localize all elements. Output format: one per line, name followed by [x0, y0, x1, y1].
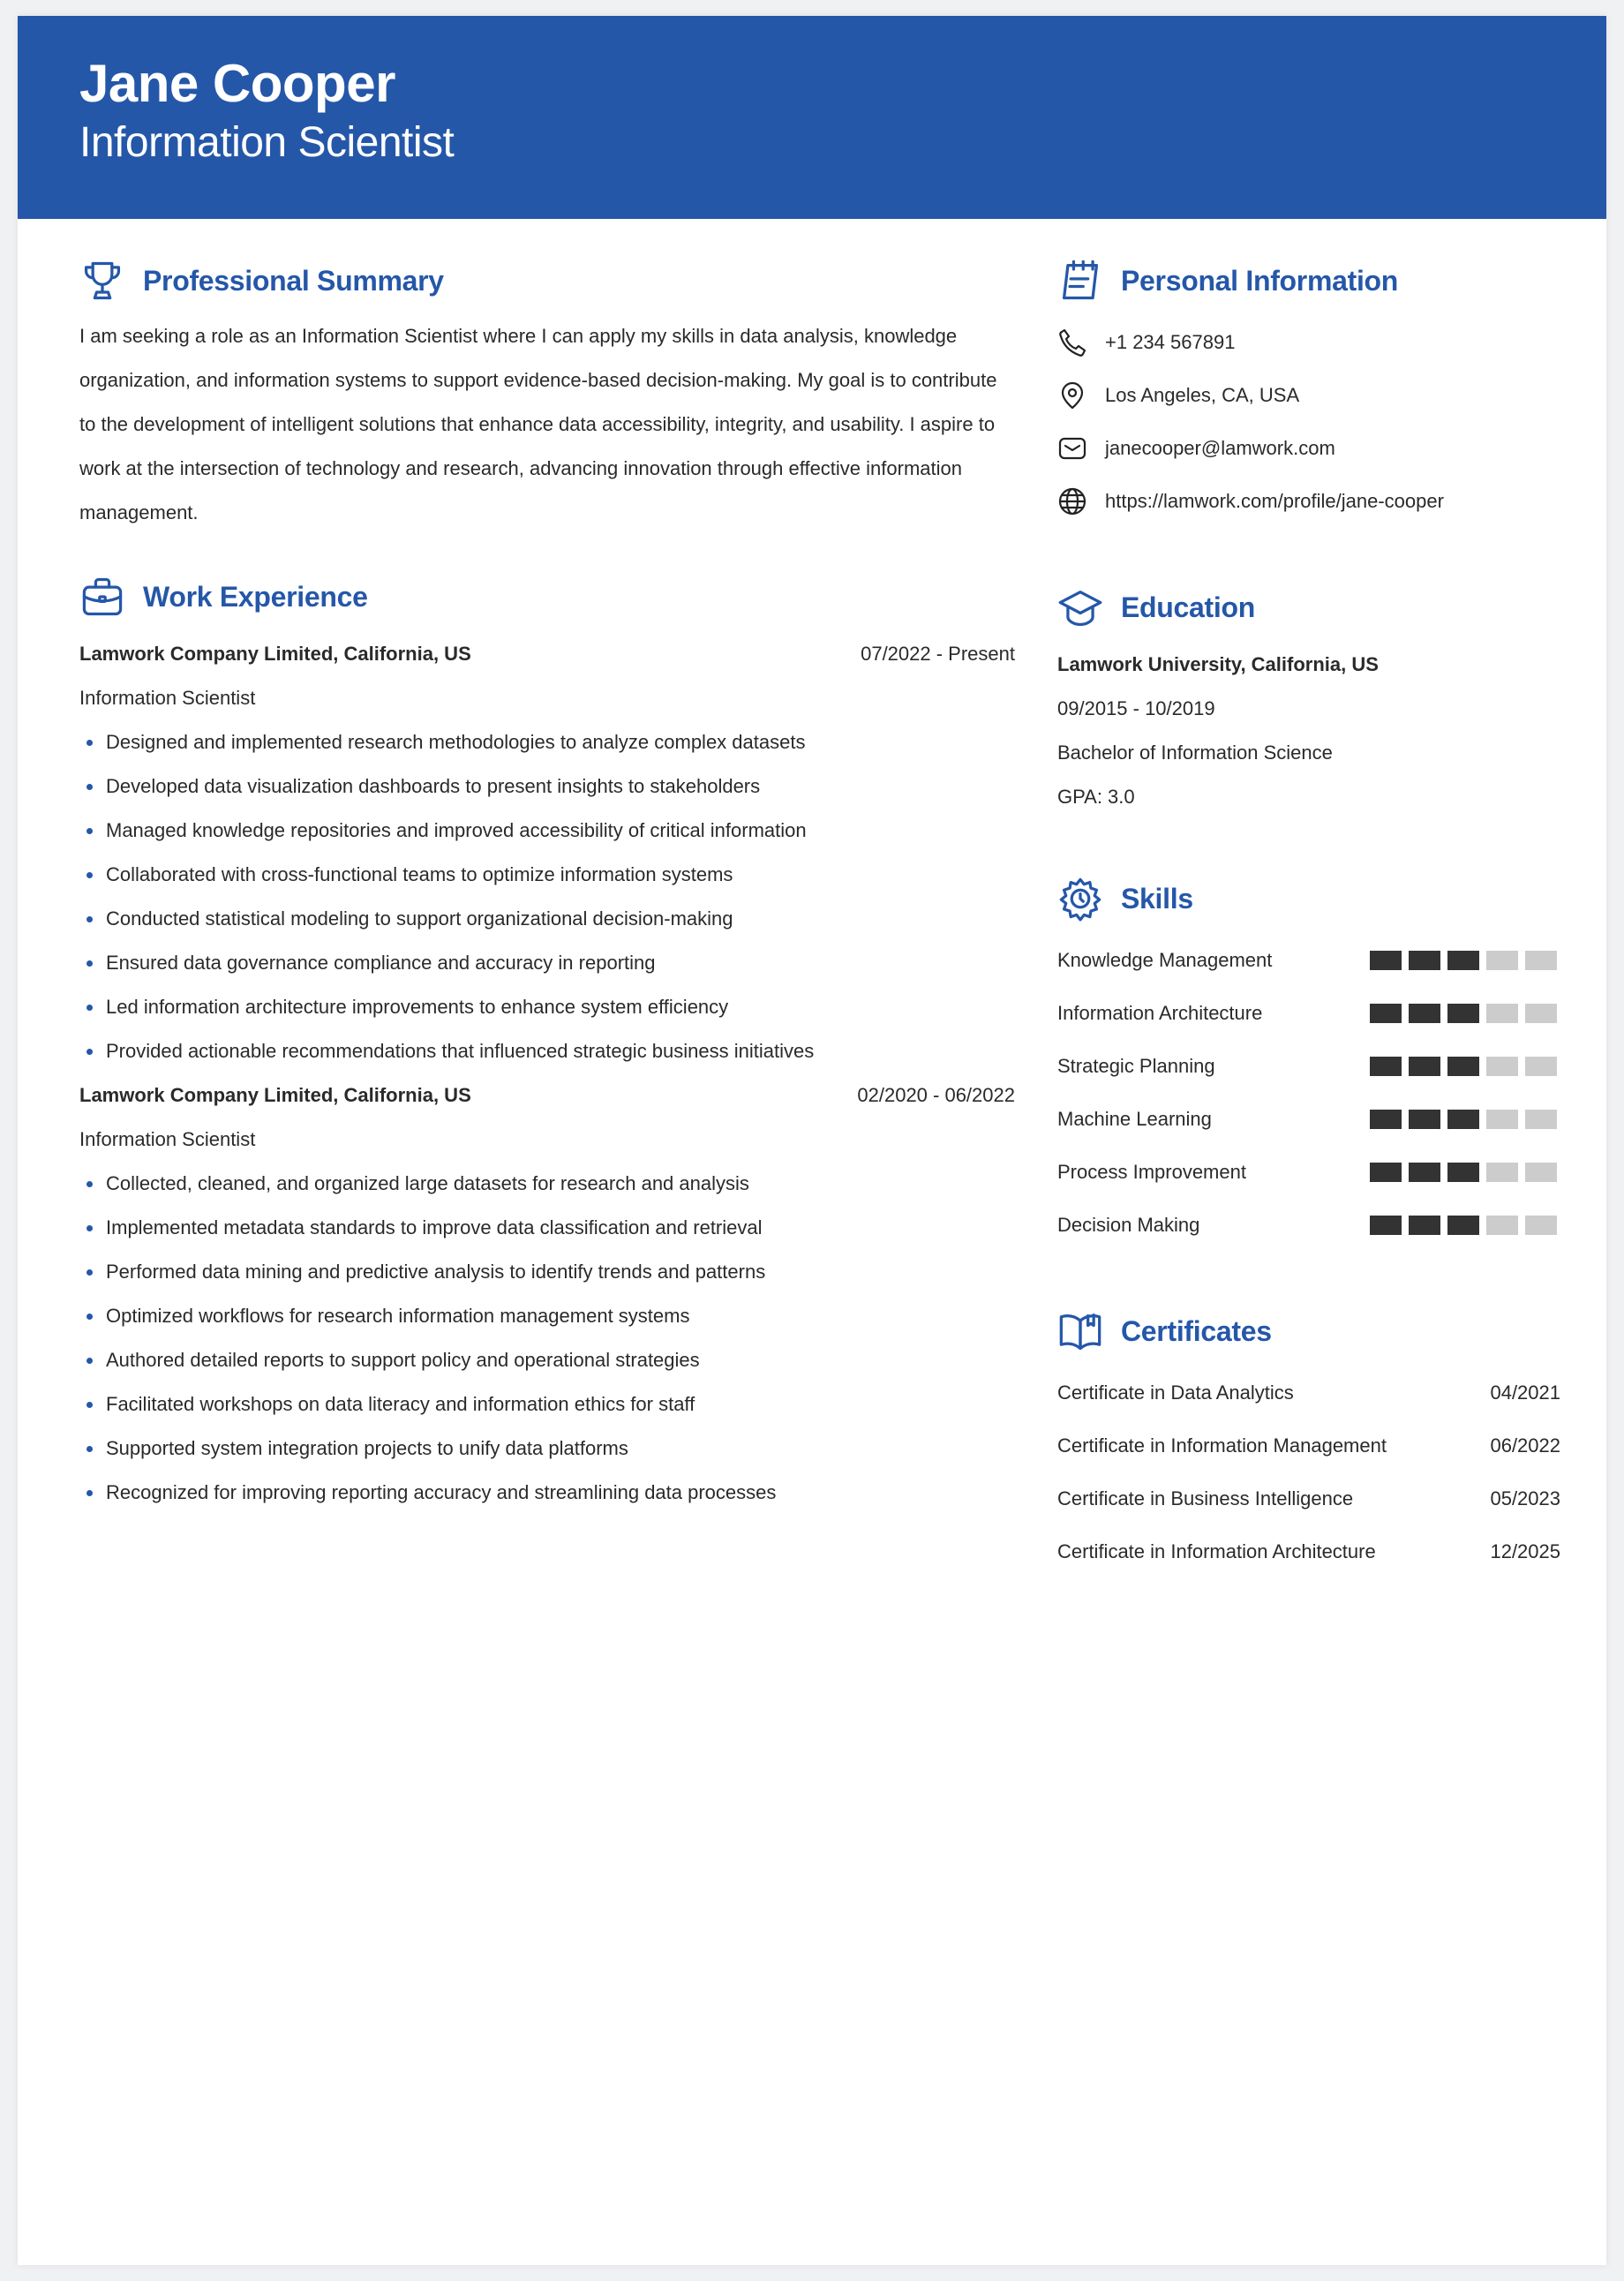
summary-text: I am seeking a role as an Information Scientist where I can apply my skills in data analysis, knowledge organization, and information systems to support evidence-based decision-making. My goal is to contribute to the development of intelligent solutions that enhance data accessibility, integrity, and usability. I aspire to work at the intersection of technology and research, advancing innovation through effective information management.	[79, 325, 997, 523]
job-bullets	[79, 720, 1015, 1073]
skill-level-meter	[1370, 1004, 1557, 1023]
skill-level-empty	[1525, 1004, 1557, 1023]
skill-level-empty	[1486, 1004, 1518, 1023]
job-entry	[79, 632, 1015, 1073]
skill-level-filled	[1370, 1216, 1402, 1235]
skill-level-filled	[1370, 1004, 1402, 1023]
work-section-header	[79, 570, 1015, 623]
job-bullet: Performed data mining and predictive analysis to identify trends and patterns	[79, 1250, 1015, 1294]
education-dates: 09/2015 - 10/2019	[1057, 697, 1215, 719]
location-item	[1057, 369, 1560, 422]
job-bullet: Ensured data governance compliance and accuracy in reporting	[79, 941, 1015, 985]
job-role: Information Scientist	[79, 687, 256, 709]
skill-level-meter	[1370, 1163, 1557, 1182]
skill-level-empty	[1486, 1163, 1518, 1182]
education-section-header	[1057, 581, 1560, 634]
education-degree: Bachelor of Information Science	[1057, 742, 1333, 764]
resume-header	[18, 16, 1606, 219]
certificate-name: Certificate in Data Analytics	[1057, 1381, 1294, 1404]
resume-page	[18, 16, 1606, 2265]
skill-name: Knowledge Management	[1057, 949, 1273, 971]
job-bullet: Collaborated with cross-functional teams to optimize information systems	[79, 853, 1015, 897]
certificate-row	[1057, 1525, 1560, 1578]
briefcase-icon	[79, 574, 125, 620]
phone-item	[1057, 316, 1560, 369]
skill-level-meter	[1370, 1216, 1557, 1235]
skill-level-empty	[1486, 1057, 1518, 1076]
certificate-date: 05/2023	[1490, 1487, 1560, 1509]
job-header	[79, 1073, 1015, 1118]
certificate-name: Certificate in Information Management	[1057, 1434, 1387, 1457]
certificates-section-header	[1057, 1305, 1560, 1358]
certificates-heading: Certificates	[1121, 1314, 1272, 1347]
skill-name: Machine Learning	[1057, 1108, 1212, 1130]
education-heading: Education	[1121, 591, 1255, 623]
location-text: Los Angeles, CA, USA	[1105, 384, 1300, 406]
website-link[interactable]: https://lamwork.com/profile/jane-cooper	[1105, 490, 1444, 512]
skill-level-filled	[1409, 1004, 1440, 1023]
skill-level-filled	[1370, 1057, 1402, 1076]
skill-level-filled	[1370, 1110, 1402, 1129]
skills-section-header	[1057, 872, 1560, 925]
skill-level-filled	[1409, 1163, 1440, 1182]
email-link[interactable]: janecooper@lamwork.com	[1105, 437, 1335, 459]
book-icon	[1057, 1308, 1103, 1354]
skill-level-filled	[1409, 1110, 1440, 1129]
skill-level-filled	[1370, 1163, 1402, 1182]
skill-name: Process Improvement	[1057, 1161, 1246, 1183]
skill-level-filled	[1370, 951, 1402, 970]
skill-level-filled	[1409, 1216, 1440, 1235]
jobs-list	[79, 632, 1015, 1515]
skill-row	[1057, 1199, 1560, 1252]
certificate-name: Certificate in Business Intelligence	[1057, 1487, 1354, 1509]
job-bullet: Designed and implemented research methodologies to analyze complex datasets	[79, 720, 1015, 764]
skill-level-filled	[1409, 1057, 1440, 1076]
skill-level-empty	[1525, 951, 1557, 970]
certificate-date: 12/2025	[1490, 1540, 1560, 1562]
job-bullet: Authored detailed reports to support policy and operational strategies	[79, 1338, 1015, 1382]
job-bullet: Collected, cleaned, and organized large datasets for research and analysis	[79, 1162, 1015, 1206]
job-company: Lamwork Company Limited, California, US	[79, 1084, 471, 1106]
job-bullet: Recognized for improving reporting accuracy and streamlining data processes	[79, 1471, 1015, 1515]
skill-level-filled	[1447, 951, 1479, 970]
graduation-cap-icon	[1057, 584, 1103, 630]
location-pin-icon	[1057, 380, 1087, 410]
mail-icon	[1057, 433, 1087, 463]
skill-level-filled	[1447, 1057, 1479, 1076]
skill-row	[1057, 1146, 1560, 1199]
job-bullet: Facilitated workshops on data literacy and information ethics for staff	[79, 1382, 1015, 1427]
candidate-title: Information Scientist	[79, 119, 455, 166]
job-dates: 02/2020 - 06/2022	[857, 1084, 1015, 1106]
skill-level-empty	[1525, 1057, 1557, 1076]
certificate-date: 06/2022	[1490, 1434, 1560, 1457]
left-column	[79, 219, 1015, 1515]
skill-level-filled	[1447, 1163, 1479, 1182]
summary-heading: Professional Summary	[143, 264, 444, 297]
job-bullet: Developed data visualization dashboards to present insights to stakeholders	[79, 764, 1015, 809]
gear-clock-icon	[1057, 876, 1103, 922]
work-heading: Work Experience	[143, 580, 368, 613]
skill-level-filled	[1447, 1216, 1479, 1235]
phone-icon	[1057, 327, 1087, 358]
skill-level-meter	[1370, 1057, 1557, 1076]
certificate-row	[1057, 1472, 1560, 1525]
education-gpa: GPA: 3.0	[1057, 786, 1135, 808]
skill-level-empty	[1525, 1163, 1557, 1182]
job-company: Lamwork Company Limited, California, US	[79, 643, 471, 665]
skill-level-empty	[1486, 1216, 1518, 1235]
skill-level-filled	[1447, 1110, 1479, 1129]
trophy-icon	[79, 258, 125, 304]
job-bullet: Implemented metadata standards to improve data classification and retrieval	[79, 1206, 1015, 1250]
skills-list	[1057, 934, 1560, 1252]
skill-level-filled	[1447, 1004, 1479, 1023]
skill-row	[1057, 987, 1560, 1040]
certificate-row	[1057, 1419, 1560, 1472]
job-role: Information Scientist	[79, 1128, 256, 1150]
job-bullet: Managed knowledge repositories and improved accessibility of critical information	[79, 809, 1015, 853]
job-bullet: Provided actionable recommendations that influenced strategic business initiatives	[79, 1029, 1015, 1073]
job-dates: 07/2022 - Present	[861, 643, 1015, 665]
certificates-list	[1057, 1366, 1560, 1578]
candidate-name: Jane Cooper	[79, 54, 395, 113]
skills-heading: Skills	[1121, 882, 1193, 915]
skill-level-meter	[1370, 1110, 1557, 1129]
skill-name: Decision Making	[1057, 1214, 1200, 1236]
right-column	[1057, 219, 1560, 1578]
job-header	[79, 632, 1015, 676]
personal-heading: Personal Information	[1121, 264, 1399, 297]
skill-level-empty	[1525, 1110, 1557, 1129]
skill-level-empty	[1486, 951, 1518, 970]
job-bullet: Led information architecture improvements to enhance system efficiency	[79, 985, 1015, 1029]
website-item	[1057, 475, 1560, 528]
skill-level-meter	[1370, 951, 1557, 970]
globe-icon	[1057, 486, 1087, 516]
summary-section-header	[79, 254, 1015, 307]
job-bullet: Optimized workflows for research information management systems	[79, 1294, 1015, 1338]
skill-name: Strategic Planning	[1057, 1055, 1215, 1077]
job-bullet: Conducted statistical modeling to support organizational decision-making	[79, 897, 1015, 941]
skill-level-empty	[1525, 1216, 1557, 1235]
job-bullets	[79, 1162, 1015, 1515]
certificate-row	[1057, 1366, 1560, 1419]
certificate-name: Certificate in Information Architecture	[1057, 1540, 1376, 1562]
certificate-date: 04/2021	[1490, 1381, 1560, 1404]
education-school: Lamwork University, California, US	[1057, 653, 1379, 675]
calendar-note-icon	[1057, 258, 1103, 304]
skill-row	[1057, 934, 1560, 987]
job-bullet: Supported system integration projects to unify data platforms	[79, 1427, 1015, 1471]
job-entry	[79, 1073, 1015, 1515]
skill-level-filled	[1409, 951, 1440, 970]
skill-row	[1057, 1040, 1560, 1093]
phone-number[interactable]: +1 234 567891	[1105, 331, 1236, 353]
skill-name: Information Architecture	[1057, 1002, 1263, 1024]
personal-section-header	[1057, 254, 1560, 307]
email-item	[1057, 422, 1560, 475]
skill-level-empty	[1486, 1110, 1518, 1129]
skill-row	[1057, 1093, 1560, 1146]
